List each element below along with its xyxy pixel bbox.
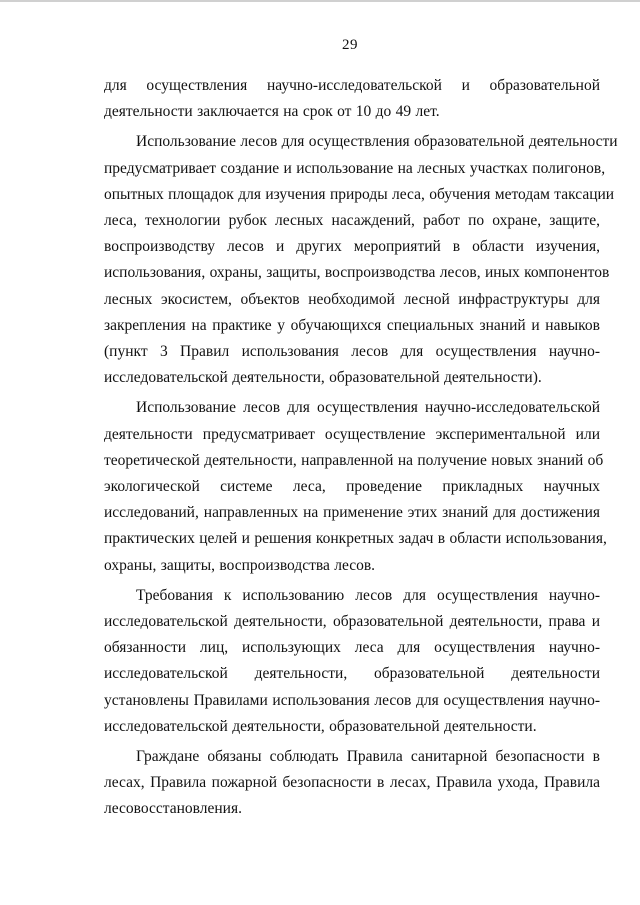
text-line: использования, охраны, защиты, воспроизводства лесов, иных компонентов [104,264,610,282]
text-line: практических целей и решения конкретных задач в области использования, [104,530,607,548]
text-line: экологической системе леса, проведение прикладных научных [104,478,600,496]
text-line: предусматривает создание и использование на лесных участках полигонов, [104,159,606,177]
paragraph-citizens-duties [104,744,600,823]
text-line: Граждане обязаны соблюдать Правила санитарной безопасности в [136,748,600,766]
text-line: деятельности заключается на срок от 10 до 49 лет. [104,103,440,121]
paragraph-research-use [104,395,607,578]
text-line: лесах, Правила пожарной безопасности в лесах, Правила ухода, Правила [104,774,600,792]
paragraph-requirements [104,583,600,740]
text-line: Использование лесов для осуществления научно-исследовательской [136,399,600,417]
paragraph-educational-use [104,129,618,391]
text-line: леса, технологии рубок лесных насаждений, работ по охране, защите, [104,212,600,230]
text-line: установлены Правилами использования лесов для осуществления научно- [104,691,600,709]
text-line: закрепления на практике у обучающихся специальных знаний и навыков [104,316,600,334]
text-line: воспроизводству лесов и других мероприятий в области изучения, [104,238,600,256]
page-top-edge [0,0,640,2]
text-line: исследовательской деятельности, образовательной деятельности, права и [104,613,600,631]
text-line: лесовосстановления. [104,800,242,818]
text-line: исследовательской деятельности, образовательной деятельности [104,665,600,683]
text-line: обязанности лиц, использующих леса для осуществления научно- [104,639,600,657]
text-line: исследовательской деятельности, образовательной деятельности). [104,369,542,387]
document-body [104,73,618,823]
text-line: Использование лесов для осуществления образовательной деятельности [136,133,618,151]
text-line: исследований, направленных на применение этих знаний для достижения [104,504,600,522]
text-line: лесных экосистем, объектов необходимой лесной инфраструктуры для [104,290,600,308]
text-line: теоретической деятельности, направленной на получение новых знаний об [104,451,604,469]
text-line: деятельности предусматривает осуществление экспериментальной или [104,425,600,443]
paragraph-continuation [104,73,600,125]
text-line: для осуществления научно-исследовательской и образовательной [104,77,600,94]
text-line: опытных площадок для изучения природы леса, обучения методам таксации [104,185,615,203]
text-line: Требования к использованию лесов для осуществления научно- [136,586,600,604]
text-line: исследовательской деятельности, образовательной деятельности. [104,717,537,735]
text-line: (пункт 3 Правил использования лесов для осуществления научно- [104,343,600,361]
text-line: охраны, защиты, воспроизводства лесов. [104,556,376,574]
page-number: 29 [342,37,358,53]
